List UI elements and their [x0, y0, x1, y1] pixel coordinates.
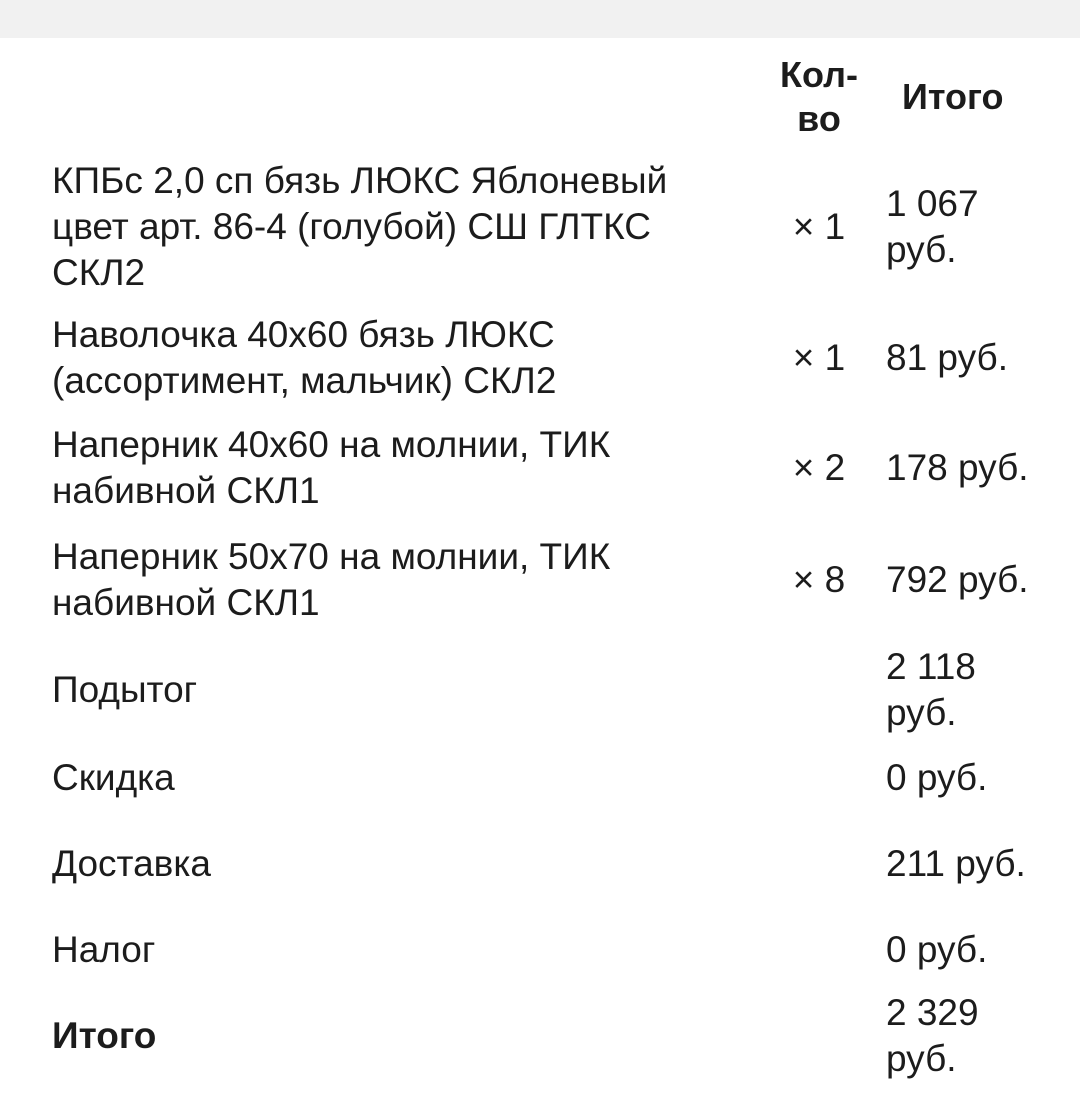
summary-row-discount	[0, 744, 1080, 812]
summary-row-tax	[0, 916, 1080, 984]
item-name: Наволочка 40х60 бязь ЛЮКС (ассортимент, мальчик) СКЛ2	[52, 314, 557, 401]
item-total: 792 руб.	[886, 559, 1029, 600]
summary-row-total	[0, 984, 1080, 1088]
order-summary-table	[0, 44, 1080, 1088]
summary-value: 2 329 руб.	[886, 992, 979, 1079]
table-row	[0, 412, 1080, 524]
item-total: 1 067 руб.	[886, 183, 979, 270]
item-quantity: × 8	[792, 559, 846, 600]
item-name: Наперник 40х60 на молнии, ТИК набивной СКЛ1	[52, 424, 611, 511]
item-quantity: × 2	[792, 447, 846, 488]
summary-label: Доставка	[52, 843, 211, 884]
summary-label: Подытог	[52, 669, 198, 710]
summary-label: Итого	[52, 1015, 157, 1056]
item-total: 81 руб.	[886, 337, 1008, 378]
table-header-row	[0, 44, 1080, 150]
header-product	[0, 44, 760, 150]
item-name: Наперник 50х70 на молнии, ТИК набивной СКЛ1	[52, 536, 611, 623]
table-row	[0, 150, 1080, 304]
top-status-strip	[0, 0, 1080, 38]
table-row	[0, 304, 1080, 412]
summary-label: Налог	[52, 929, 156, 970]
header-total: Итого	[902, 76, 1004, 117]
item-total: 178 руб.	[886, 447, 1029, 488]
table-row	[0, 524, 1080, 636]
header-quantity: Кол-во	[780, 54, 858, 139]
summary-row-shipping	[0, 812, 1080, 916]
summary-value: 0 руб.	[886, 929, 988, 970]
summary-value: 211 руб.	[886, 843, 1026, 884]
item-name: КПБс 2,0 сп бязь ЛЮКС Яблоневый цвет арт. 86-4 (голубой) СШ ГЛТКС СКЛ2	[52, 160, 668, 293]
item-quantity: × 1	[792, 206, 846, 247]
summary-label: Скидка	[52, 757, 175, 798]
summary-row-subtotal	[0, 636, 1080, 744]
summary-value: 2 118 руб.	[886, 646, 976, 733]
item-quantity: × 1	[792, 337, 846, 378]
summary-value: 0 руб.	[886, 757, 988, 798]
